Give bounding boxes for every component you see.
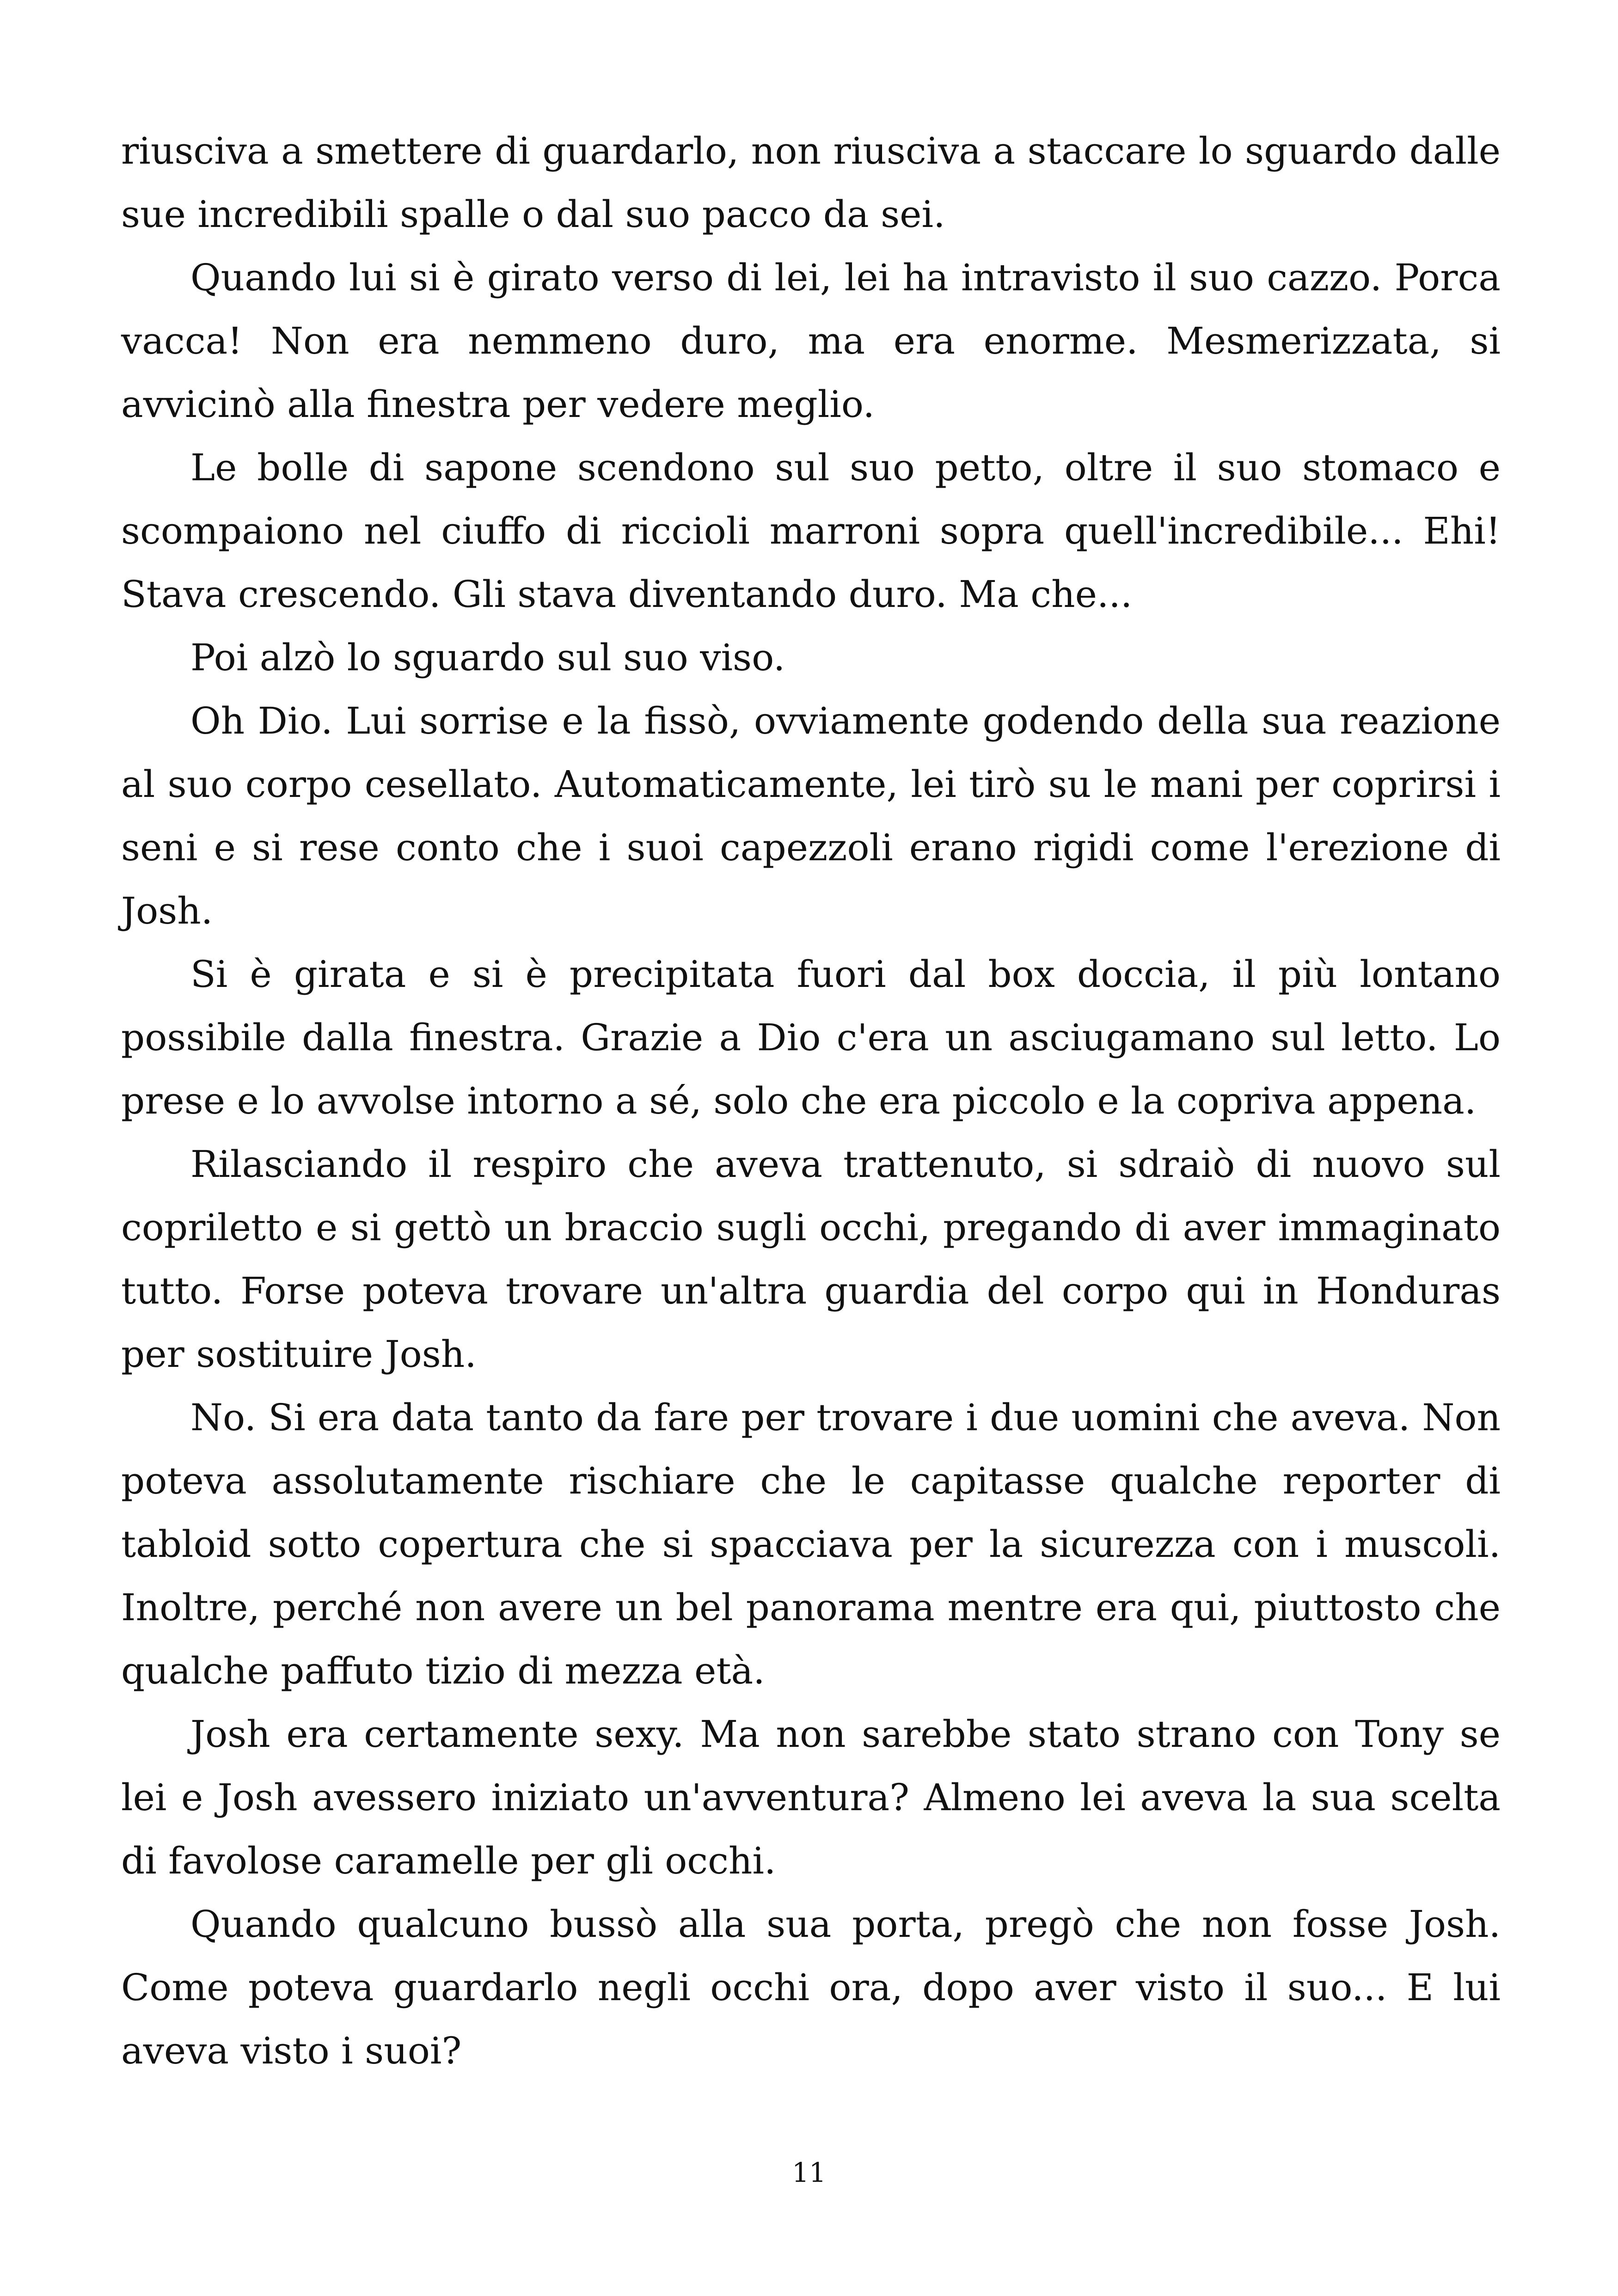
paragraph-9: Josh era certamente sexy. Ma non sarebbe stato strano con Tony se lei e Josh avessero iniziato un'avventura? Almeno lei aveva la sua scelta di favolose caramelle per gli occhi. bbox=[121, 1713, 1501, 1882]
paragraph-5: Oh Dio. Lui sorrise e la fissò, ovviamente godendo della sua reazione al suo corpo cesellato. Automaticamente, lei tirò su le mani per coprirsi i seni e si rese conto che i suoi capezzoli erano rigidi come l'erezione di Josh. bbox=[121, 699, 1501, 932]
paragraph-6: Si è girata e si è precipitata fuori dal box doccia, il più lontano possibile dalla finestra. Grazie a Dio c'era un asciugamano sul letto. Lo prese e lo avvolse intorno a sé, solo che era piccolo e la copriva appena. bbox=[121, 953, 1501, 1122]
paragraph-1: riusciva a smettere di guardarlo, non riusciva a staccare lo sguardo dalle sue incredibili spalle o dal suo pacco da sei. bbox=[121, 129, 1501, 236]
paragraph-2: Quando lui si è girato verso di lei, lei ha intravisto il suo cazzo. Porca vacca! Non era nemmeno duro, ma era enorme. Mesmerizzata, si avvicinò alla finestra per vedere meglio. bbox=[121, 256, 1501, 426]
paragraph-3: Le bolle di sapone scendono sul suo petto, oltre il suo stomaco e scompaiono nel ciuffo di riccioli marroni sopra quell'incredibile... Ehi! Stava crescendo. Gli stava diventando duro. Ma che... bbox=[121, 446, 1501, 616]
paragraph-7: Rilasciando il respiro che aveva trattenuto, si sdraiò di nuovo sul copriletto e si gettò un braccio sugli occhi, pregando di aver immaginato tutto. Forse poteva trovare un'altra guardia del corpo qui in Honduras per sostituire Josh. bbox=[121, 1143, 1501, 1376]
paragraph-10: Quando qualcuno bussò alla sua porta, pregò che non fosse Josh. Come poteva guardarlo negli occhi ora, dopo aver visto il suo... E lui aveva visto i suoi? bbox=[121, 1903, 1501, 2072]
paragraph-4: Poi alzò lo sguardo sul suo viso. bbox=[190, 636, 785, 679]
page-number: 11 bbox=[792, 2157, 826, 2188]
page-body bbox=[121, 119, 1501, 2082]
paragraph-8: No. Si era data tanto da fare per trovare i due uomini che aveva. Non poteva assolutamente rischiare che le capitasse qualche reporter di tabloid sotto copertura che si spacciava per la sicurezza con i muscoli. Inoltre, perché non avere un bel panorama mentre era qui, piuttosto che qualche paffuto tizio di mezza età. bbox=[121, 1396, 1501, 1692]
